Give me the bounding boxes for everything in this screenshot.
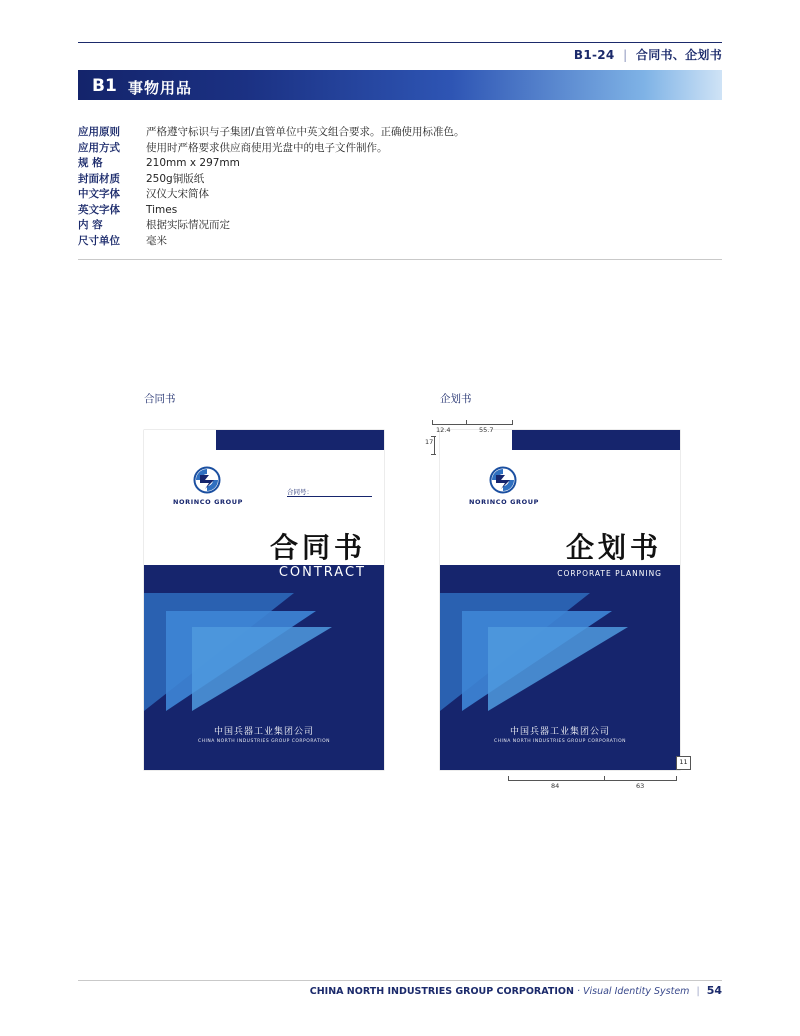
contract-number-rule [287,496,372,497]
dim-tick [431,454,436,455]
dim-label-right: 11 [676,756,691,770]
spec-label: 英文字体 [78,203,120,216]
cover-lower-panel [144,565,384,770]
spec-label: 内 容 [78,219,103,231]
footer-company: CHINA NORTH INDUSTRIES GROUP CORPORATION [309,986,574,997]
cover-planning [440,430,680,770]
header-section-title: 合同书、企划书 [635,48,722,62]
dim-line-top [432,424,512,425]
cover-contract [144,430,384,770]
spec-value: 汉仪大宋简体 [146,188,209,200]
cover-bottom-company [440,724,680,744]
spec-label: 规 格 [78,157,103,169]
cover-top-band [144,430,384,450]
norinco-logo-text: NORINCO GROUP [468,498,540,506]
footer-system: · Visual Identity System [576,986,690,997]
spec-value: 250g铜版纸 [146,172,205,185]
norinco-mark-icon [486,466,520,496]
cover-top-notch [440,430,512,450]
dim-label-left: 17 [425,438,434,446]
spec-label: 应用方式 [78,141,120,154]
company-name-en: CHINA NORTH INDUSTRIES GROUP CORPORATION [494,739,626,744]
header-section-code: B1-24 [573,48,615,62]
spec-row [78,186,722,202]
spec-row [78,202,722,218]
footer [310,984,722,997]
spec-row [78,217,722,233]
page-number: 54 [706,984,722,997]
spec-value: 使用时严格要求供应商使用光盘中的电子文件制作。 [146,141,388,154]
contract-number-label: 合同号： [287,488,313,496]
cover-top-band [440,430,680,450]
spec-row [78,124,722,140]
dim-line-bottom [508,780,676,781]
dim-label-bottom-right: 63 [636,782,645,790]
spec-value: Times [146,203,178,216]
dim-tick [604,776,605,781]
spec-value: 根据实际情况而定 [146,219,230,231]
company-name-cn: 中国兵器工业集团公司 [213,727,314,737]
cover-title-cn: 合同书 [269,531,366,564]
company-name-cn: 中国兵器工业集团公司 [509,727,610,737]
norinco-logo [168,466,248,512]
dim-tick [508,776,509,781]
dim-label-top-right: 55.7 [479,426,494,434]
spec-row [78,233,722,249]
header-breadcrumb [574,46,722,63]
spec-row [78,140,722,156]
footer-separator: | [696,986,700,997]
dim-label-bottom-left: 84 [551,782,560,790]
spec-value: 210mm x 297mm [146,157,240,169]
spec-label: 封面材质 [78,172,120,185]
spec-value: 毫米 [146,234,167,247]
header-rule [78,42,722,43]
spec-row [78,171,722,187]
spec-label: 中文字体 [78,188,120,200]
cover-title-cn: 企划书 [565,531,662,564]
section-name: 事物用品 [128,79,193,97]
dim-tick [431,436,436,437]
header-separator: | [623,48,628,62]
decor-triangle-3 [488,627,628,711]
dim-tick [512,420,513,425]
norinco-logo [464,466,544,512]
figure-caption-contract: 合同书 [144,393,176,405]
spec-label: 应用原则 [78,126,120,138]
company-name-en: CHINA NORTH INDUSTRIES GROUP CORPORATION [198,739,330,744]
cover-top-notch [144,430,216,450]
dim-line-left [434,436,435,454]
spec-row [78,155,722,171]
dim-tick [676,776,677,781]
spec-divider [78,259,722,260]
cover-title-en: CORPORATE PLANNING [557,569,662,578]
cover-bottom-company [144,724,384,744]
spec-value: 严格遵守标识与子集团/直管单位中英文组合要求。正确使用标准色。 [146,126,465,138]
dim-tick [466,420,467,425]
dim-label-top-left: 12.4 [436,426,451,434]
spec-list [78,124,722,248]
spec-label: 尺寸单位 [78,234,120,247]
cover-lower-panel [440,565,680,770]
dim-tick [432,420,433,425]
footer-rule [78,980,722,981]
cover-title-en: CONTRACT [278,565,366,580]
figure-caption-planning: 企划书 [440,393,472,405]
norinco-logo-text: NORINCO GROUP [172,498,244,506]
decor-triangle-3 [192,627,332,711]
section-code: B1 [92,76,117,96]
section-title-bar [78,70,722,100]
norinco-mark-icon [190,466,224,496]
